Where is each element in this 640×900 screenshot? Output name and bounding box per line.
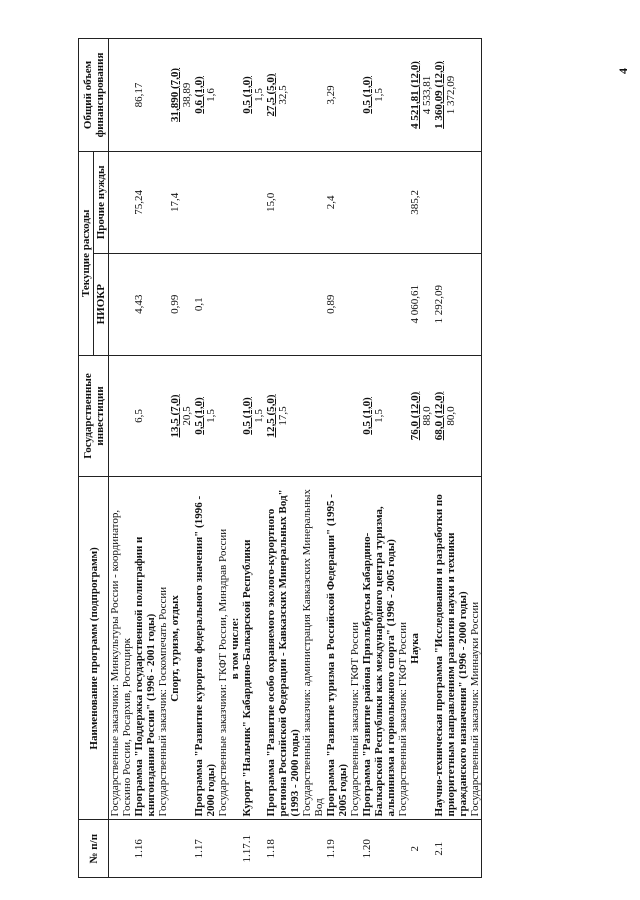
other-needs-cell — [397, 151, 409, 253]
state-investments-cell-value: 1,5 — [373, 409, 385, 423]
state-investments-cell — [349, 355, 361, 477]
row-number: 1.18 — [265, 820, 301, 878]
table-row — [193, 39, 217, 878]
table-body — [109, 39, 482, 878]
total-funding-cell — [193, 39, 217, 152]
program-name: Программа "Поддержка государственной полиграфии и книгоиздания России" (1996 - 2001 годы) — [133, 477, 157, 820]
row-number — [301, 820, 325, 878]
row-number — [469, 820, 482, 878]
other-needs-cell — [433, 151, 469, 253]
total-funding-cell-value: 1,5 — [373, 88, 385, 102]
program-name: Курорт "Нальчик" Кабардино-Балкарской Республики — [241, 477, 265, 820]
table-header — [79, 39, 109, 878]
row-number: 2 — [409, 820, 433, 878]
table-row — [301, 39, 325, 878]
total-funding-cell — [409, 39, 433, 152]
program-name: Государственные заказчики: ГКФТ России, Минздрав России — [217, 477, 229, 820]
state-investments-cell — [265, 355, 301, 477]
state-investments-cell-value: 12,5 (5,0) — [265, 394, 277, 438]
state-investments-cell-value: 0,5 (1,0) — [241, 397, 253, 435]
table-row — [325, 39, 349, 878]
table-row — [397, 39, 409, 878]
row-number: 2.1 — [433, 820, 469, 878]
state-investments-cell — [133, 355, 157, 477]
row-number: 1.20 — [361, 820, 397, 878]
state-investments-cell-value: 68,0 (12,0) — [433, 391, 445, 441]
table-row — [469, 39, 482, 878]
total-funding-cell-value: 31,890 (7,0) — [169, 67, 181, 122]
total-funding-cell-value: 1,6 — [205, 88, 217, 102]
state-investments-cell-value: 76,0 (12,0) — [409, 391, 421, 441]
total-funding-cell-value: 1 360,09 (12,0) — [433, 61, 445, 129]
total-funding-cell-value: 1 372,09 — [445, 75, 457, 115]
program-name: Научно-техническая программа "Исследования и разработки по приоритетным направлениям развития науки и техники гражданского назначения" (1996 - 2000 годы) — [433, 477, 469, 820]
total-funding-cell — [349, 39, 361, 152]
total-funding-cell — [361, 39, 397, 152]
niokr-cell — [241, 253, 265, 355]
table-row — [229, 39, 241, 878]
other-needs-cell — [301, 151, 325, 253]
row-number — [229, 820, 241, 878]
other-needs-cell — [109, 151, 134, 253]
program-name: в том числе: — [229, 477, 241, 820]
state-investments-cell-value: 80,0 — [445, 406, 457, 426]
total-funding-cell-value: 0,5 (1,0) — [361, 76, 373, 114]
other-needs-cell — [229, 151, 241, 253]
state-investments-cell-value: 6,5 — [133, 409, 145, 423]
table-row — [217, 39, 229, 878]
other-needs-cell: 15,0 — [265, 151, 301, 253]
other-needs-cell: 75,24 — [133, 151, 157, 253]
total-funding-cell-value: 4 533,81 — [421, 75, 433, 115]
state-investments-cell — [193, 355, 217, 477]
other-needs-cell — [469, 151, 482, 253]
niokr-cell: 4 060,61 — [409, 253, 433, 355]
total-funding-cell-value: 32,5 — [277, 85, 289, 105]
row-number: 1.17.1 — [241, 820, 265, 878]
table-row — [169, 39, 193, 878]
state-investments-cell — [157, 355, 169, 477]
niokr-cell — [397, 253, 409, 355]
total-funding-cell — [157, 39, 169, 152]
state-investments-cell-value: 17,5 — [277, 406, 289, 426]
row-number: 1.16 — [133, 820, 157, 878]
total-funding-cell — [217, 39, 229, 152]
header-state-investments: Государственные инвестиции — [79, 355, 109, 477]
table-row — [157, 39, 169, 878]
other-needs-cell — [361, 151, 397, 253]
total-funding-cell — [169, 39, 193, 152]
row-number — [157, 820, 169, 878]
table-row — [433, 39, 469, 878]
table-row — [241, 39, 265, 878]
niokr-cell — [217, 253, 229, 355]
niokr-cell — [265, 253, 301, 355]
other-needs-cell — [349, 151, 361, 253]
table-row — [349, 39, 361, 878]
state-investments-cell — [217, 355, 229, 477]
state-investments-cell-value: 0,5 (1,0) — [193, 397, 205, 435]
niokr-cell — [229, 253, 241, 355]
niokr-cell — [361, 253, 397, 355]
total-funding-cell-value: 38,89 — [181, 82, 193, 108]
table-row — [133, 39, 157, 878]
program-name: Программа "Развитие курортов федерального значения" (1996 - 2000 годы) — [193, 477, 217, 820]
state-investments-cell — [433, 355, 469, 477]
total-funding-cell — [469, 39, 482, 152]
total-funding-cell — [325, 39, 349, 152]
total-funding-cell — [301, 39, 325, 152]
other-needs-cell: 385,2 — [409, 151, 433, 253]
state-investments-cell-value: 0,5 (1,0) — [361, 397, 373, 435]
niokr-cell — [349, 253, 361, 355]
program-name: Государственные заказчики: Минкультуры России - координатор, Госкино России, Росархив, Ростоцирк — [109, 477, 134, 820]
total-funding-cell — [109, 39, 134, 152]
total-funding-cell — [241, 39, 265, 152]
program-name: Государственный заказчик: ГКФТ России — [349, 477, 361, 820]
table-row — [361, 39, 397, 878]
row-number — [217, 820, 229, 878]
niokr-cell — [157, 253, 169, 355]
state-investments-cell — [109, 355, 134, 477]
niokr-cell — [109, 253, 134, 355]
program-name: Программа "Развитие туризма в Российской Федерации" (1995 - 2005 годы) — [325, 477, 349, 820]
total-funding-cell-value: 0,6 (1,0) — [193, 76, 205, 114]
other-needs-cell — [193, 151, 217, 253]
header-current-expenses: Текущие расходы — [79, 151, 94, 355]
total-funding-cell-value: 4 521,81 (12,0) — [409, 61, 421, 129]
table-row — [265, 39, 301, 878]
state-investments-cell — [169, 355, 193, 477]
state-investments-cell-value: 1,5 — [253, 409, 265, 423]
other-needs-cell: 2,4 — [325, 151, 349, 253]
niokr-cell — [301, 253, 325, 355]
other-needs-cell: 17,4 — [169, 151, 193, 253]
state-investments-cell — [301, 355, 325, 477]
state-investments-cell-value: 20,5 — [181, 406, 193, 426]
header-num: № п/п — [79, 820, 109, 878]
total-funding-cell-value: 1,5 — [253, 88, 265, 102]
niokr-cell: 0,99 — [169, 253, 193, 355]
program-name: Государственный заказчик: администрация Кавказских Минеральных Вод — [301, 477, 325, 820]
other-needs-cell — [157, 151, 169, 253]
state-investments-cell — [229, 355, 241, 477]
row-number — [169, 820, 193, 878]
total-funding-cell-value: 27,5 (5,0) — [265, 73, 277, 117]
niokr-cell: 1 292,09 — [433, 253, 469, 355]
program-name: Государственный заказчик: Миннауки России — [469, 477, 482, 820]
total-funding-cell — [265, 39, 301, 152]
page-number: 4 — [616, 68, 630, 74]
total-funding-cell — [397, 39, 409, 152]
total-funding-cell-value: 86,17 — [133, 82, 145, 108]
program-name: Спорт, туризм, отдых — [169, 477, 193, 820]
header-total-funding: Общий объем финансирования — [79, 39, 109, 152]
funding-table — [78, 38, 482, 878]
state-investments-cell-value: 1,5 — [205, 409, 217, 423]
other-needs-cell — [217, 151, 229, 253]
niokr-cell — [469, 253, 482, 355]
total-funding-cell — [433, 39, 469, 152]
total-funding-cell-value: 0,5 (1,0) — [241, 76, 253, 114]
table-row — [409, 39, 433, 878]
niokr-cell: 4,43 — [133, 253, 157, 355]
header-name: Наименование программ (подпрограмм) — [79, 477, 109, 820]
total-funding-cell — [229, 39, 241, 152]
row-number: 1.17 — [193, 820, 217, 878]
state-investments-cell — [325, 355, 349, 477]
program-name: Государственный заказчик: ГКФТ России — [397, 477, 409, 820]
total-funding-cell-value: 3,29 — [325, 85, 337, 105]
row-number — [349, 820, 361, 878]
total-funding-cell — [133, 39, 157, 152]
state-investments-cell-value: 13,5 (7,0) — [169, 394, 181, 438]
niokr-cell: 0,1 — [193, 253, 217, 355]
state-investments-cell — [469, 355, 482, 477]
program-name: Программа "Развитие района Приэльбрусья Кабардино-Балкарской Республики как международного центра туризма, альпинизма и горнолыжного спорта" (1996 - 2005 годы) — [361, 477, 397, 820]
state-investments-cell-value: 88,0 — [421, 406, 433, 426]
niokr-cell: 0,89 — [325, 253, 349, 355]
state-investments-cell — [361, 355, 397, 477]
program-name: Наука — [409, 477, 433, 820]
table-row — [109, 39, 134, 878]
row-number — [397, 820, 409, 878]
state-investments-cell — [397, 355, 409, 477]
header-niokr: НИОКР — [94, 253, 109, 355]
row-number: 1.19 — [325, 820, 349, 878]
program-name: Программа "Развитие особо охраняемого эколого-курортного региона Российской Федерации - Кавказских Минеральных Вод" (1993 - 2000 годы) — [265, 477, 301, 820]
other-needs-cell — [241, 151, 265, 253]
state-investments-cell — [241, 355, 265, 477]
state-investments-cell — [409, 355, 433, 477]
program-name: Государственный заказчик: Госкомпечать России — [157, 477, 169, 820]
header-other-needs: Прочие нужды — [94, 151, 109, 253]
row-number — [109, 820, 134, 878]
